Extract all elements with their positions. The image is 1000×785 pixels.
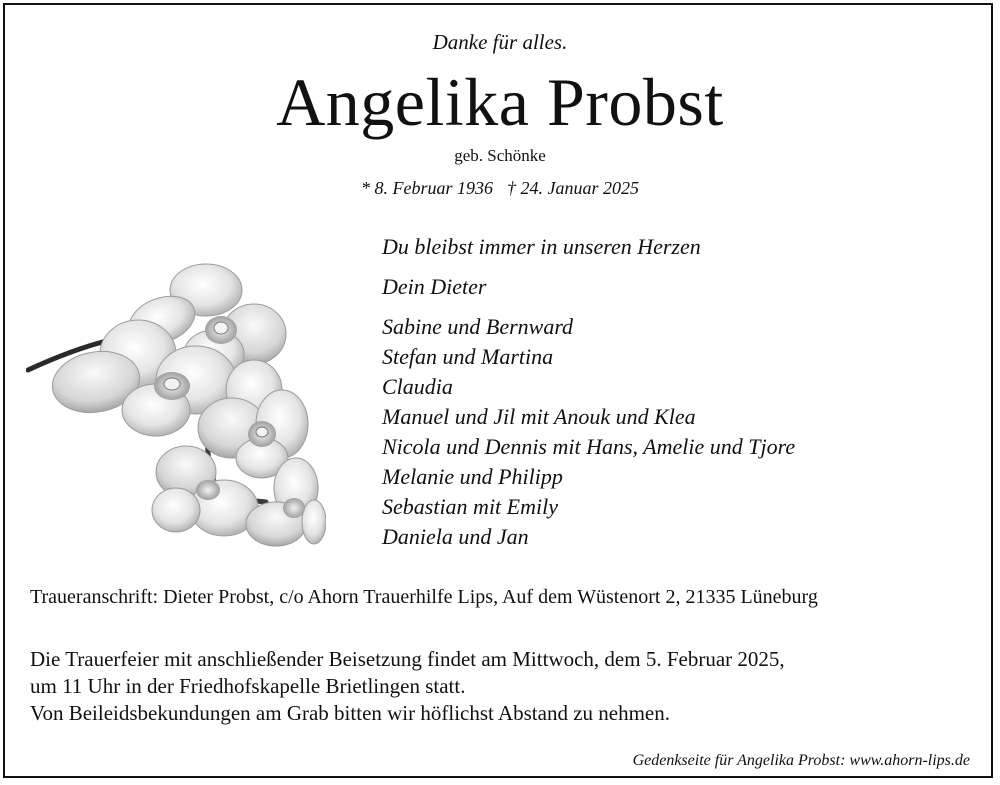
life-dates: [0, 178, 1000, 199]
death-date: † 24. Januar 2025: [507, 178, 639, 198]
list-item: Stefan und Martina: [382, 344, 554, 369]
list-item: Claudia: [382, 374, 453, 399]
family-members-list: [382, 312, 795, 552]
memorial-motto: Du bleibst immer in unseren Herzen: [382, 234, 701, 259]
ceremony-line: Die Trauerfeier mit anschließender Beisetzung findet am Mittwoch, dem 5. Februar 2025,: [30, 647, 785, 671]
list-item: Sabine und Bernward: [382, 314, 574, 339]
spouse-signature: Dein Dieter: [382, 274, 487, 299]
list-item: Daniela und Jan: [382, 524, 529, 549]
ceremony-line: um 11 Uhr in der Friedhofskapelle Brietlingen statt.: [30, 674, 466, 698]
ceremony-line: Von Beileidsbekundungen am Grab bitten wir höflichst Abstand zu nehmen.: [30, 701, 670, 725]
thanks-line: Danke für alles.: [432, 30, 568, 54]
memorial-page-link[interactable]: Gedenkseite für Angelika Probst: www.ahorn-lips.de: [632, 752, 970, 769]
ceremony-info: [30, 646, 785, 727]
list-item: Melanie und Philipp: [382, 464, 563, 489]
list-item: Manuel und Jil mit Anouk und Klea: [382, 404, 696, 429]
list-item: Sebastian mit Emily: [382, 494, 558, 519]
orchid-flower-icon: [26, 262, 326, 552]
deceased-name: Angelika Probst: [276, 64, 724, 140]
list-item: Nicola und Dennis mit Hans, Amelie und Tjore: [382, 434, 796, 459]
birth-date: * 8. Februar 1936: [361, 178, 493, 198]
mourning-address: Traueranschrift: Dieter Probst, c/o Ahorn Trauerhilfe Lips, Auf dem Wüstenort 2, 21335 Lüneburg: [30, 586, 818, 608]
birth-name: geb. Schönke: [454, 146, 546, 165]
